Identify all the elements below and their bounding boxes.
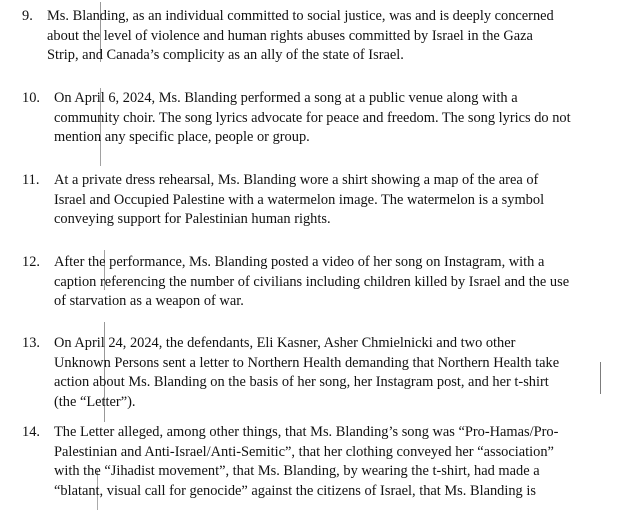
paragraph-line: “blatant, visual call for genocide” against the citizens of Israel, that Ms. Blanding is (54, 482, 536, 499)
paragraph-10 (22, 89, 622, 148)
paragraph-number: 9. (22, 8, 33, 24)
paragraph-14 (22, 423, 622, 501)
paragraph-line: On April 24, 2024, the defendants, Eli Kasner, Asher Chmielnicki and two other (54, 335, 516, 351)
paragraph-line: caption referencing the number of civilians including children killed by Israel and the use (54, 273, 570, 290)
paragraph-line: Strip, and Canada’s complicity as an ally of the state of Israel. (47, 47, 404, 63)
paragraph-line: about the level of violence and human rights abuses committed by Israel in the Gaza (47, 27, 533, 44)
paragraph-line: At a private dress rehearsal, Ms. Blanding wore a shirt showing a map of the area of (54, 172, 539, 188)
paragraph-line: Palestinian and Anti-Israel/Anti-Semitic”, that her clothing conveyed her “association” (54, 443, 554, 460)
paragraph-line: action about Ms. Blanding on the basis of her song, her Instagram post, and her t-shirt (54, 374, 549, 390)
paragraph-line: Israel and Occupied Palestine with a watermelon image. The watermelon is a symbol (54, 191, 545, 208)
paragraph-line: conveying support for Palestinian human rights. (54, 211, 331, 227)
paragraph-line: After the performance, Ms. Blanding posted a video of her song on Instagram, with a (54, 254, 545, 270)
paragraph-line: community choir. The song lyrics advocate for peace and freedom. The song lyrics do not (54, 109, 571, 126)
paragraph-11 (22, 171, 622, 230)
paragraph-number: 14. (22, 424, 40, 440)
paragraph-number: 13. (22, 335, 40, 351)
paragraph-line: (the “Letter”). (54, 393, 136, 410)
paragraph-number: 11. (22, 172, 40, 188)
paragraph-line: The Letter alleged, among other things, that Ms. Blanding’s song was “Pro-Hamas/Pro- (54, 424, 559, 440)
paragraph-number: 12. (22, 254, 40, 270)
paragraph-13 (22, 334, 622, 412)
paragraph-9 (22, 7, 622, 66)
paragraph-12 (22, 253, 622, 312)
paragraph-number: 10. (22, 90, 40, 106)
paragraph-line: mention any specific place, people or group. (54, 129, 310, 145)
paragraph-line: Ms. Blanding, as an individual committed to social justice, was and is deeply concerned (47, 8, 554, 24)
paragraph-line: with the “Jihadist movement”, that Ms. Blanding, by wearing the t-shirt, had made a (54, 463, 540, 479)
paragraph-line: of starvation as a weapon of war. (54, 293, 244, 309)
paragraph-line: Unknown Persons sent a letter to Northern Health demanding that Northern Health take (54, 354, 560, 371)
paragraph-line: On April 6, 2024, Ms. Blanding performed a song at a public venue along with a (54, 90, 518, 106)
